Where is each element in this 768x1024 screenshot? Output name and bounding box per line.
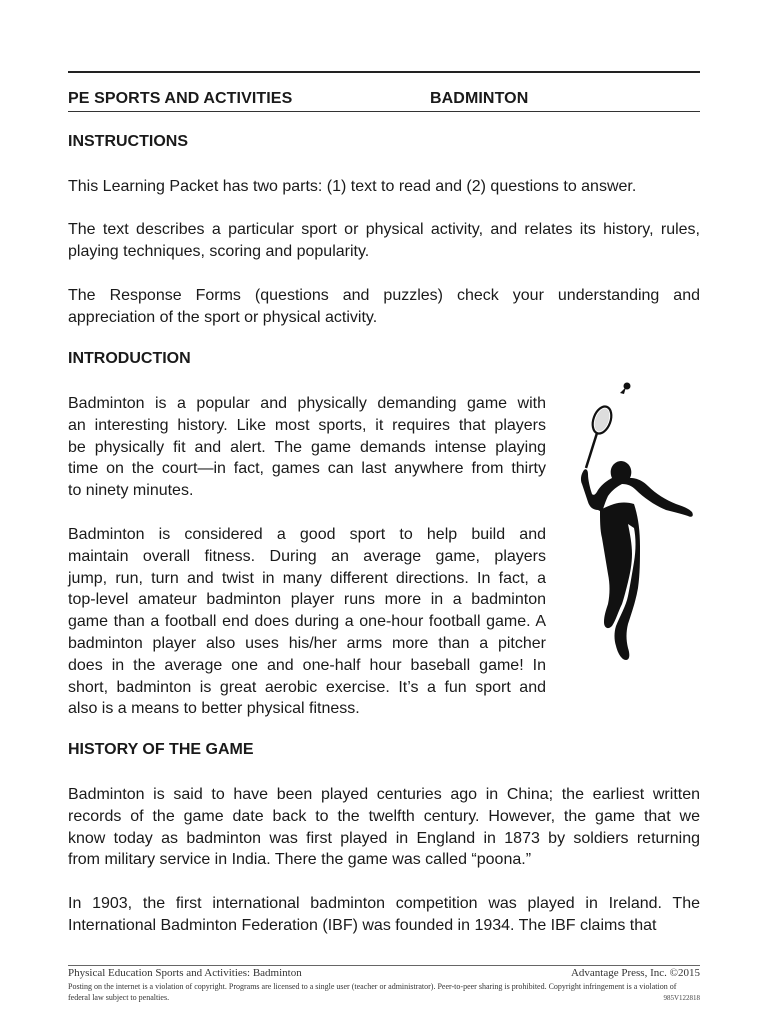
instructions-paragraph-3	[68, 285, 700, 329]
history-paragraph-1	[68, 784, 700, 871]
text-line: playing techniques, scoring and popularity.	[68, 242, 370, 260]
text-line: an interesting history. Like most sports, it requires that players	[68, 416, 546, 434]
header-rule	[68, 111, 700, 112]
text-line: This Learning Packet has two parts: (1) text to read and (2) questions to answer.	[68, 178, 637, 195]
text-line: The Response Forms (questions and puzzles) check your understanding and	[68, 287, 700, 304]
text-line: to ninety minutes.	[68, 482, 194, 500]
history-paragraph-2	[68, 893, 700, 937]
text-line: does in the average one and one-half hour baseball game! In	[68, 656, 546, 674]
text-line: maintain overall fitness. During an average game, players	[68, 547, 546, 565]
badminton-player-silhouette	[570, 378, 700, 668]
footer-rule	[68, 965, 700, 966]
shuttlecock-icon	[620, 383, 631, 395]
text-line: game than a football end does during a one-hour football game. A	[68, 613, 546, 631]
text-line: know today as badminton was first played in England in 1873 by soldiers returning	[68, 829, 700, 847]
text-line: Badminton is said to have been played centuries ago in China; the earliest written	[68, 786, 700, 803]
racket-icon	[586, 404, 615, 468]
copyright-notice: Posting on the internet is a violation of copyright. Programs are licensed to a single user (teacher or administrator). Peer-to-peer sharing is prohibited. Copyright infringement is a violation of federal law subject to penalties.	[68, 982, 677, 1002]
footer-title: Physical Education Sports and Activities: Badminton	[68, 967, 302, 979]
text-line: from military service in India. There the game was called “poona.”	[68, 851, 532, 869]
packet-series-title: PE SPORTS AND ACTIVITIES	[68, 90, 293, 107]
text-line: top-level amateur badminton player runs more in a badminton	[68, 591, 546, 609]
text-line: be physically fit and alert. The game demands intense playing	[68, 438, 546, 456]
history-heading: HISTORY OF THE GAME	[68, 741, 254, 758]
text-line: appreciation of the sport or physical activity.	[68, 308, 378, 326]
text-line: jump, run, turn and twist in many different directions. In fact, a	[68, 569, 546, 587]
text-line: short, badminton is great aerobic exercise. It’s a fun sport and	[68, 678, 546, 696]
text-line: also is a means to better physical fitness.	[68, 700, 360, 718]
packet-sport-title: BADMINTON	[430, 90, 529, 107]
top-rule	[68, 71, 700, 73]
text-line: Badminton is a popular and physically demanding game with	[68, 395, 546, 412]
introduction-paragraph-2	[68, 524, 546, 720]
text-line: records of the game date back to the twelfth century. However, the game that we	[68, 807, 700, 825]
text-line: The text describes a particular sport or physical activity, and relates its history, rules,	[68, 221, 700, 238]
instructions-paragraph-2	[68, 219, 700, 263]
text-line: badminton player also uses his/her arms more than a pitcher	[68, 634, 546, 652]
instructions-heading: INSTRUCTIONS	[68, 133, 188, 150]
text-line: International Badminton Federation (IBF) was founded in 1934. The IBF claims that	[68, 916, 657, 934]
footer-publisher: Advantage Press, Inc. ©2015	[570, 967, 700, 979]
text-line: In 1903, the first international badminton competition was played in Ireland. The	[68, 895, 700, 912]
document-code: 985V122818	[663, 994, 700, 1002]
text-line: time on the court—in fact, games can last anywhere from thirty	[68, 460, 546, 478]
instructions-paragraph-1	[68, 176, 700, 198]
introduction-heading: INTRODUCTION	[68, 350, 191, 367]
introduction-paragraph-1	[68, 393, 546, 502]
text-line: Badminton is considered a good sport to help build and	[68, 526, 546, 543]
